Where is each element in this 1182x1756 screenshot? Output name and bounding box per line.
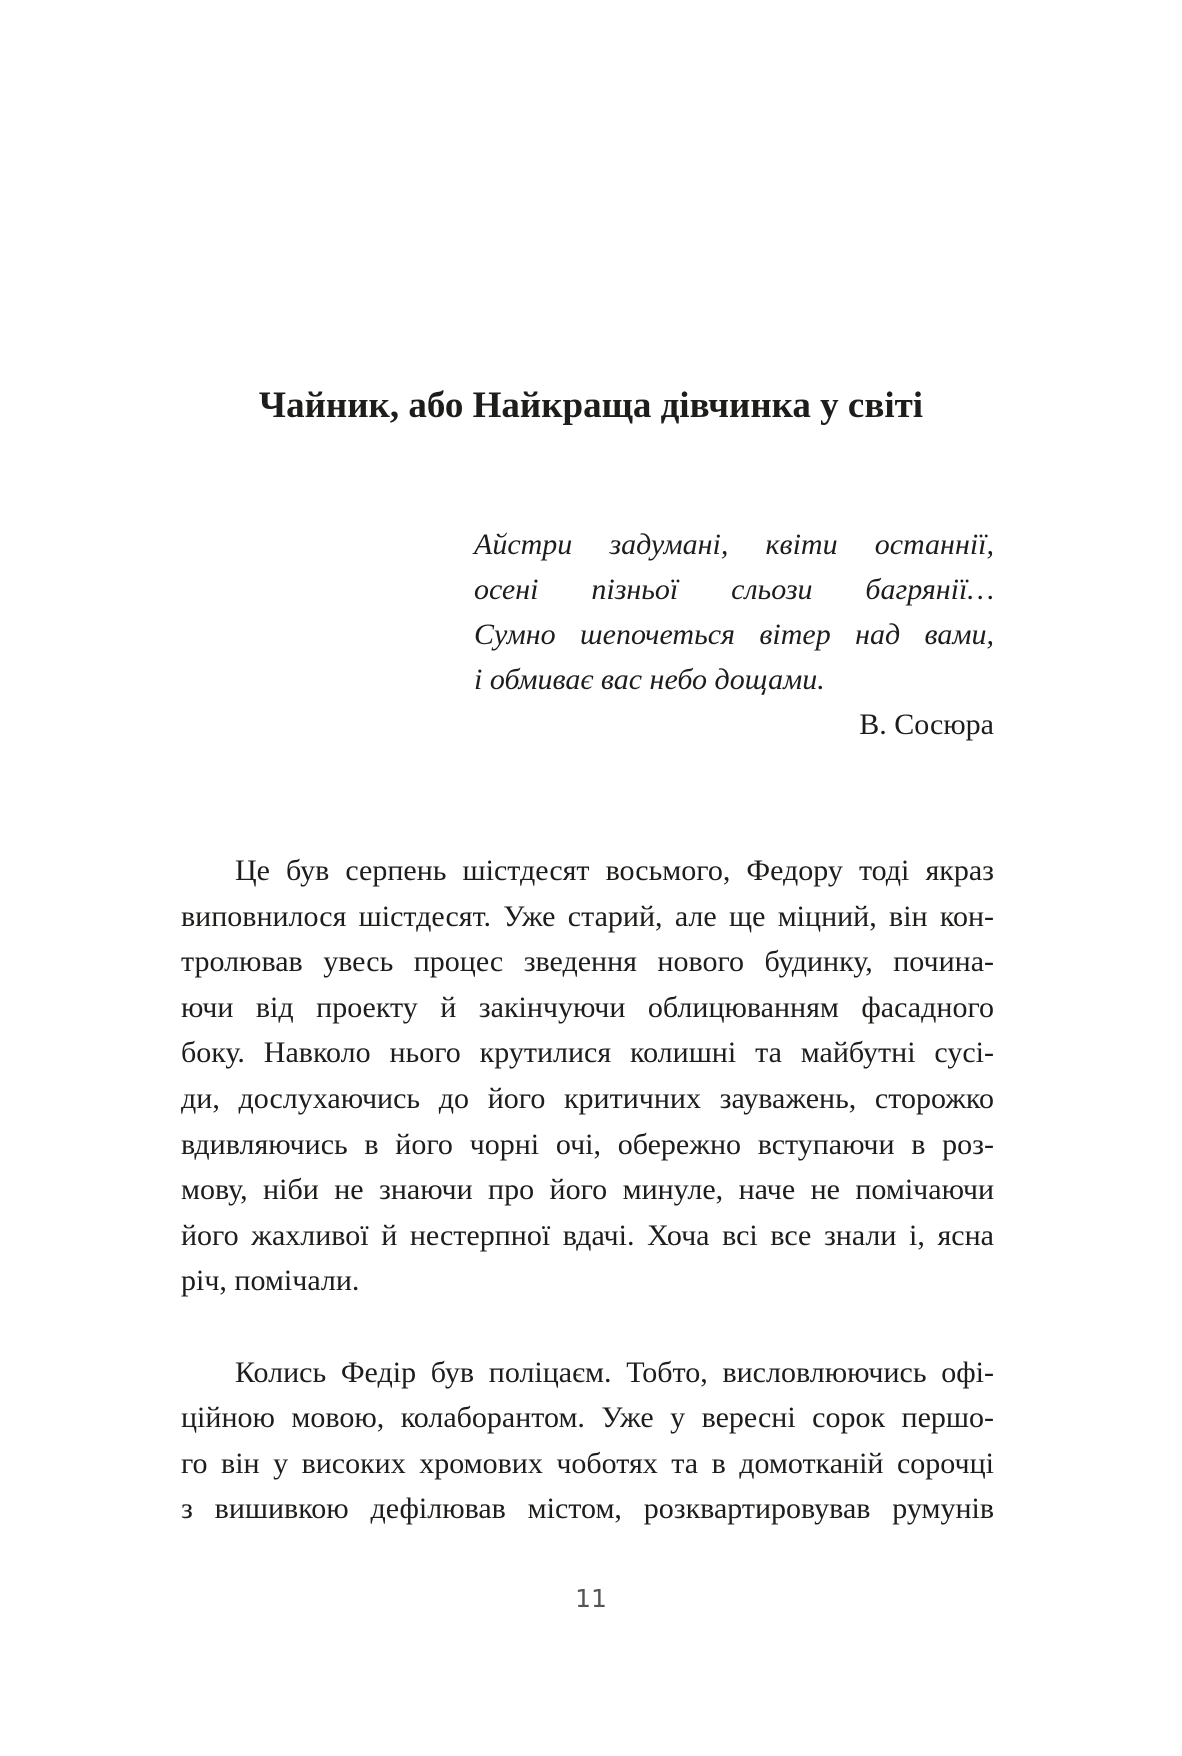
text-line: його жахливої й нестерпної вдачі. Хоча всі все знали і, ясна: [181, 1218, 994, 1252]
text-line: тролював увесь процес зведення нового будинку, почина-: [181, 945, 994, 979]
text-line: Це був серпень шістдесят восьмого, Федору тоді якраз: [235, 854, 994, 887]
epigraph-line: Сумно шепочеться вітер над вами,: [474, 618, 994, 651]
epigraph-line: і обмиває вас небо дощами.: [474, 663, 825, 696]
paragraph: [181, 848, 994, 1304]
page-number: 11: [575, 1584, 607, 1613]
epigraph-line: Айстри задумані, квіти останнії,: [474, 528, 994, 561]
text-line: мову, ніби не знаючи про його минуле, наче не помічаючи: [181, 1173, 994, 1207]
text-line: виповнилося шістдесят. Уже старий, але ще міцний, він кон-: [181, 899, 994, 933]
text-line: го він у високих хромових чоботях та в домотканій сорочці: [181, 1446, 994, 1480]
paragraph: [181, 1350, 994, 1532]
text-line: вдивляючись в його чорні очі, обережно вступаючи в роз-: [181, 1127, 994, 1161]
chapter-title: Чайник, або Найкраща дівчинка у світі: [258, 385, 924, 426]
text-line: ди, дослухаючись до його критичних зауважень, сторожко: [181, 1081, 994, 1115]
epigraph: [474, 522, 994, 747]
text-line: річ, помічали.: [181, 1264, 360, 1298]
text-line: з вишивкою дефілював містом, розквартировував румунів: [181, 1492, 994, 1526]
text-line: Колись Федір був поліцаєм. Тобто, висловлюючись офі-: [235, 1355, 994, 1389]
body-text: [181, 848, 994, 1532]
text-line: ючи від проекту й закінчуючи облицюванням фасадного: [181, 990, 994, 1024]
text-line: боку. Навколо нього крутилися колишні та майбутні сусі-: [181, 1036, 994, 1070]
text-line: ційною мовою, колаборантом. Уже у вересні сорок першо-: [181, 1401, 994, 1435]
epigraph-author: В. Сосюра: [859, 708, 994, 741]
epigraph-line: осені пізньої сльози багрянії…: [474, 573, 994, 606]
